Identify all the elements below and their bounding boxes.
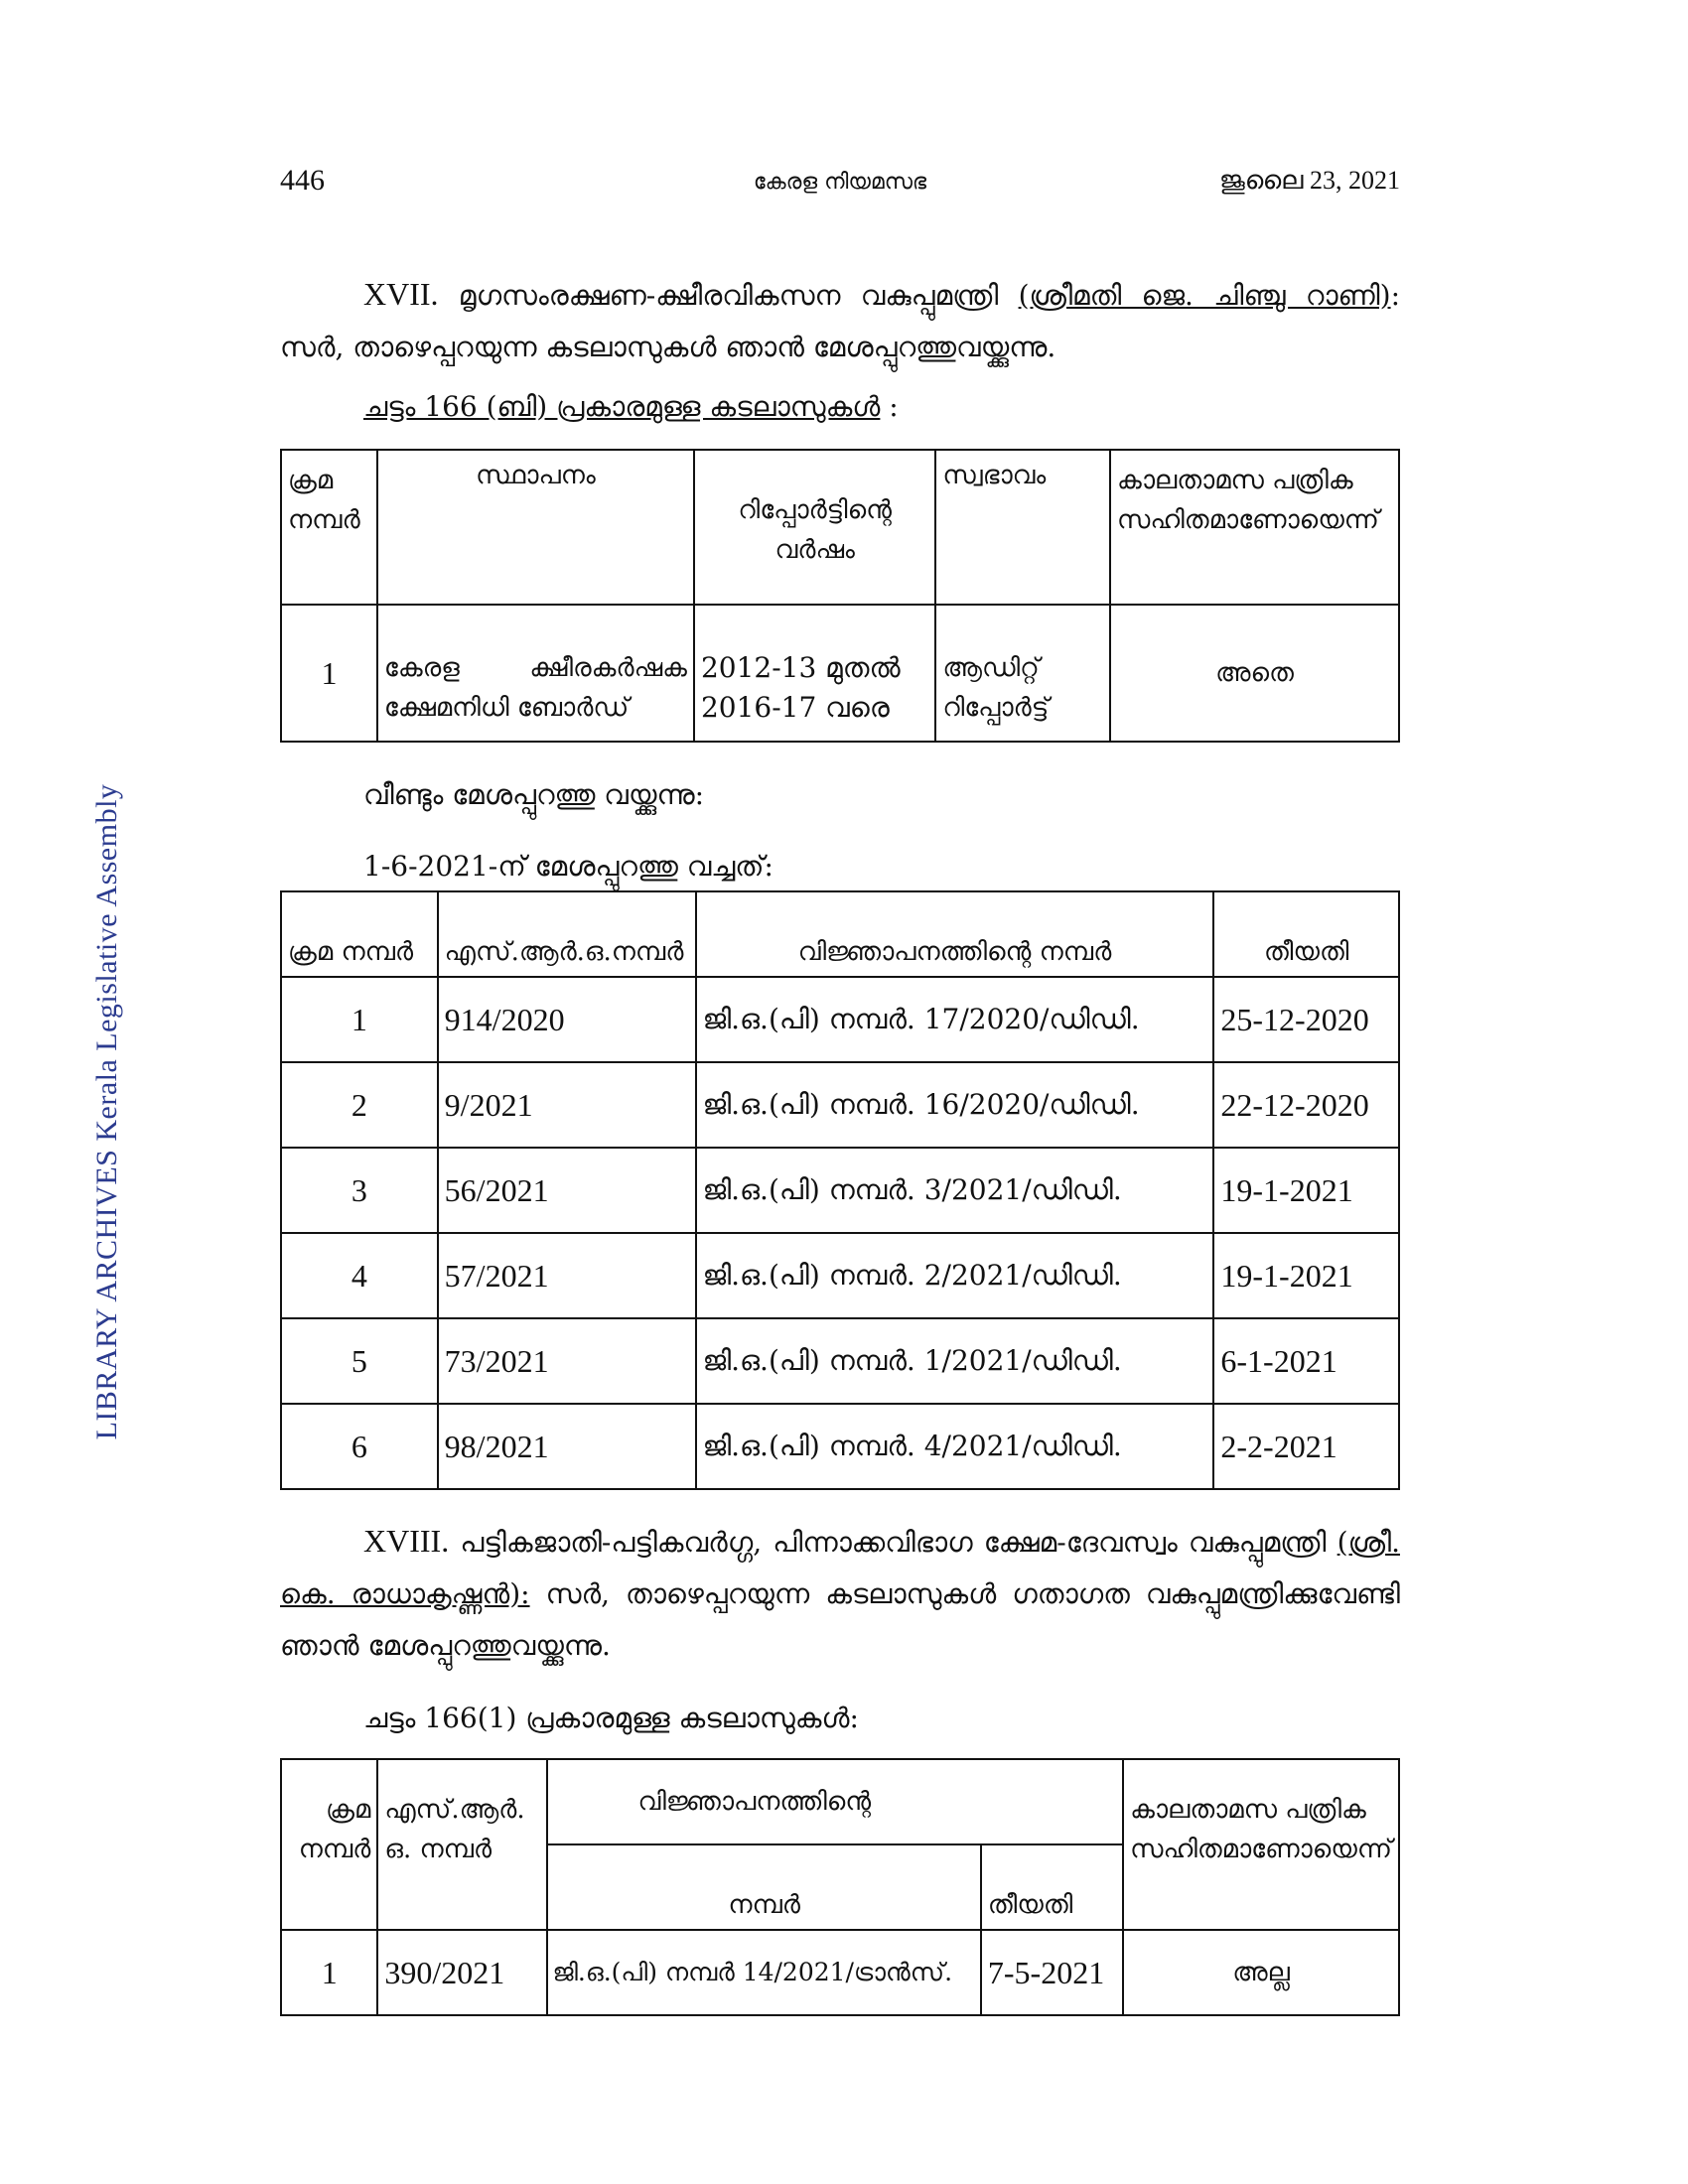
header-date: ജൂലൈ 23, 2021 — [1218, 166, 1400, 195]
header-notification: വിജ്ഞാപനത്തിന്റെ — [547, 1759, 1123, 1844]
table-row — [281, 1062, 1399, 1148]
laid-date-text: 1-6-2021-ന് മേശപ്പുറത്തു വച്ചത്: — [363, 850, 774, 883]
table-row — [281, 1148, 1399, 1233]
cell-notification-number: ജി.ഒ.(പി) നമ്പർ 14/2021/ട്രാൻസ്. — [547, 1930, 980, 2015]
cell-date: 2-2-2021 — [1213, 1404, 1399, 1489]
running-header — [280, 164, 1400, 213]
table-row — [281, 1404, 1399, 1489]
cell-sro-number: 98/2021 — [438, 1404, 696, 1489]
cell-date: 19-1-2021 — [1213, 1148, 1399, 1233]
table-header-row — [281, 891, 1399, 977]
cell-institution: കേരള ക്ഷീരകർഷക ക്ഷേമനിധി ബോർഡ് — [377, 605, 694, 742]
cell-notification-number: ജി.ഒ.(പി) നമ്പർ. 1/2021/ഡിഡി. — [696, 1318, 1214, 1404]
cell-delay: അതെ — [1110, 605, 1399, 742]
table-reports — [280, 449, 1400, 743]
cell-delay: അല്ല — [1123, 1930, 1399, 2015]
cell-sro-number: 73/2021 — [438, 1318, 696, 1404]
section-17-minister: (ശ്രീമതി ജെ. ചിഞ്ചു റാണി) — [1018, 279, 1391, 312]
section-18-rule-caption: ചട്ടം 166(1) പ്രകാരമുള്ള കടലാസുകൾ: — [363, 1702, 859, 1734]
section-17-number: XVII. — [363, 276, 439, 312]
header-notification-number: വിജ്ഞാപനത്തിന്റെ നമ്പർ — [696, 891, 1214, 977]
cell-date: 22-12-2020 — [1213, 1062, 1399, 1148]
rule-caption-text: ചട്ടം 166 (ബി) പ്രകാരമുള്ള കടലാസുകൾ — [363, 390, 881, 423]
cell-sro-number: 56/2021 — [438, 1148, 696, 1233]
cell-notification-number: ജി.ഒ.(പി) നമ്പർ. 16/2020/ഡിഡി. — [696, 1062, 1214, 1148]
cell-serial: 1 — [281, 1930, 377, 2015]
header-delay-statement: കാലതാമസ പത്രിക സഹിതമാണോയെന്ന് — [1123, 1759, 1399, 1930]
cell-serial: 4 — [281, 1233, 438, 1318]
header-delay-statement: കാലതാമസ പത്രിക സഹിതമാണോയെന്ന് — [1110, 450, 1399, 605]
header-report-year: റിപ്പോർട്ടിന്റെ വർഷം — [694, 450, 935, 605]
table-sro-notifications — [280, 890, 1400, 1490]
header-date: തീയതി — [1213, 891, 1399, 977]
section-17-statement: : സർ, താഴെപ്പറയുന്ന കടലാസുകൾ ഞാൻ മേശപ്പുറത്തുവയ്ക്കുന്നു. — [280, 279, 1400, 363]
journal-title: കേരള നിയമസഭ — [753, 170, 927, 195]
rule-caption-suffix: : — [880, 390, 899, 423]
section-18-number: XVIII. — [363, 1523, 450, 1559]
cell-date: 19-1-2021 — [1213, 1233, 1399, 1318]
cell-date: 6-1-2021 — [1213, 1318, 1399, 1404]
table-row — [281, 605, 1399, 742]
cell-serial: 5 — [281, 1318, 438, 1404]
cell-serial: 6 — [281, 1404, 438, 1489]
archive-watermark: LIBRARY ARCHIVES Kerala Legislative Assembly — [90, 783, 123, 1440]
page-number: 446 — [280, 164, 325, 197]
cell-sro-number: 914/2020 — [438, 977, 696, 1062]
table-row — [281, 1318, 1399, 1404]
cell-sro-number: 9/2021 — [438, 1062, 696, 1148]
cell-serial: 3 — [281, 1148, 438, 1233]
table-row — [281, 977, 1399, 1062]
cell-serial: 2 — [281, 1062, 438, 1148]
header-notification-date: തീയതി — [981, 1844, 1123, 1930]
cell-sro-number: 57/2021 — [438, 1233, 696, 1318]
cell-notification-number: ജി.ഒ.(പി) നമ്പർ. 3/2021/ഡിഡി. — [696, 1148, 1214, 1233]
cell-notification-date: 7-5-2021 — [981, 1930, 1123, 2015]
section-18-minister: (ശ്രീ. കെ. രാധാകൃഷ്ണൻ): — [280, 1526, 1400, 1610]
header-serial: ക്രമ നമ്പർ — [281, 1759, 377, 1930]
table-header-row — [281, 450, 1399, 605]
cell-nature: ആഡിറ്റ് റിപ്പോർട്ട് — [935, 605, 1110, 742]
cell-date: 25-12-2020 — [1213, 977, 1399, 1062]
cell-serial: 1 — [281, 977, 438, 1062]
table-row — [281, 1930, 1399, 2015]
header-serial: ക്രമ നമ്പർ — [281, 450, 377, 605]
header-nature: സ്വഭാവം — [935, 450, 1110, 605]
section-17-ministry: മൃഗസംരക്ഷണ-ക്ഷീരവികസന വകുപ്പുമന്ത്രി — [458, 279, 999, 312]
cell-notification-number: ജി.ഒ.(പി) നമ്പർ. 17/2020/ഡിഡി. — [696, 977, 1214, 1062]
header-sro-number: എസ്.ആർ. ഒ. നമ്പർ — [377, 1759, 547, 1930]
table-rule-166-papers — [280, 1758, 1400, 2016]
cell-report-year: 2012-13 മുതൽ 2016-17 വരെ — [694, 605, 935, 742]
header-sro-number: എസ്.ആർ.ഒ.നമ്പർ — [438, 891, 696, 977]
cell-serial: 1 — [281, 605, 377, 742]
cell-notification-number: ജി.ഒ.(പി) നമ്പർ. 2/2021/ഡിഡി. — [696, 1233, 1214, 1318]
cell-sro-number: 390/2021 — [377, 1930, 547, 2015]
again-laid-text: വീണ്ടും മേശപ്പുറത്തു വയ്ക്കുന്നു: — [363, 778, 705, 811]
header-serial: ക്രമ നമ്പർ — [281, 891, 438, 977]
section-17-rule-caption — [363, 390, 899, 424]
cell-notification-number: ജി.ഒ.(പി) നമ്പർ. 4/2021/ഡിഡി. — [696, 1404, 1214, 1489]
section-17-paragraph — [280, 268, 1400, 373]
section-18-ministry: പട്ടികജാതി-പട്ടികവർഗ്ഗ, പിന്നാക്കവിഭാഗ ക്ഷേമ-ദേവസ്വം വകുപ്പുമന്ത്രി — [460, 1526, 1327, 1559]
header-notification-number: നമ്പർ — [547, 1844, 980, 1930]
table-row — [281, 1233, 1399, 1318]
header-institution: സ്ഥാപനം — [377, 450, 694, 605]
section-18-statement: സർ, താഴെപ്പറയുന്ന കടലാസുകൾ ഗതാഗത വകുപ്പുമന്ത്രിക്കുവേണ്ടി ഞാൻ മേശപ്പുറത്തുവയ്ക്കുന്നു. — [280, 1577, 1400, 1662]
table-header-row — [281, 1759, 1399, 1844]
section-18-paragraph — [280, 1515, 1400, 1672]
